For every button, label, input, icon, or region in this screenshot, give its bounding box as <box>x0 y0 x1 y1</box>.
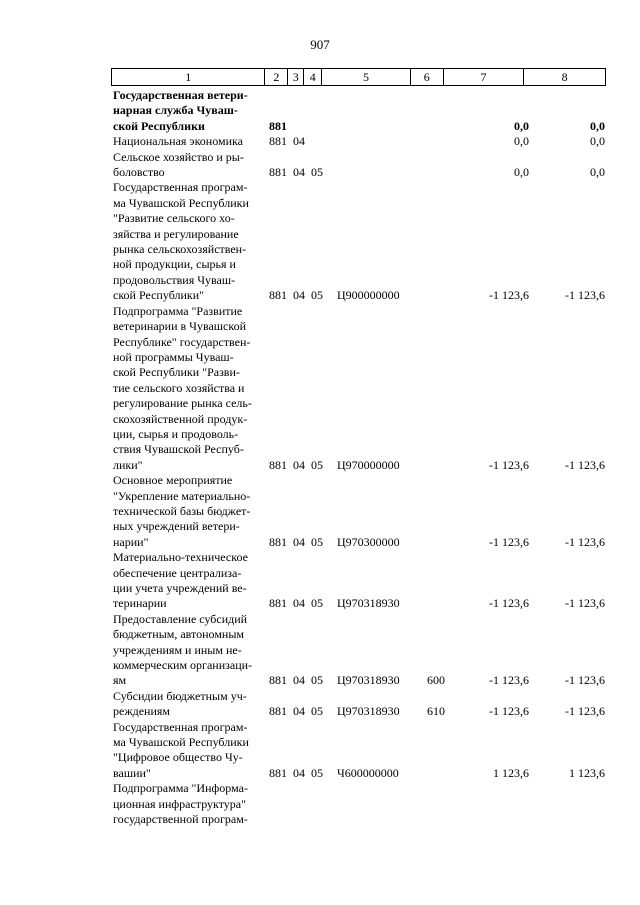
table-row <box>113 180 605 303</box>
row-name <box>113 150 263 181</box>
row-name-line: учреждениям и иным не- <box>113 642 242 657</box>
row-amount-1: 1 123,6 <box>493 765 529 780</box>
row-subsection: 05 <box>311 765 323 780</box>
row-amount-1: -1 123,6 <box>489 596 529 611</box>
row-name-line: ствия Чувашской Респуб- <box>113 442 244 457</box>
row-name-line: "Развитие сельского хо- <box>113 211 235 226</box>
row-name <box>113 550 263 612</box>
row-name-line: Подпрограмма "Информа- <box>113 781 248 796</box>
row-target-article: Ц970318930 <box>337 673 400 688</box>
row-subsection: 05 <box>311 457 323 472</box>
row-name-line: нарная служба Чуваш- <box>113 103 238 118</box>
row-name-line: ской Республики" <box>113 288 205 303</box>
row-admin-code: 881 <box>269 534 287 549</box>
row-name-line: государственной програм- <box>113 812 248 827</box>
row-name-line: регулирование рынка сель- <box>113 396 252 411</box>
row-name-line: технической базы бюджет- <box>113 503 251 518</box>
table-row <box>113 781 605 827</box>
row-section: 04 <box>293 288 305 303</box>
row-name-line: скохозяйственной продук- <box>113 411 248 426</box>
row-target-article: Ц970000000 <box>337 457 400 472</box>
page-number: 907 <box>310 37 330 52</box>
column-header-4: 4 <box>304 69 322 85</box>
row-amount-2: 0,0 <box>590 165 605 180</box>
row-expense-type: 610 <box>427 704 445 719</box>
row-amount-2: 0,0 <box>590 118 605 133</box>
row-name-line: ции учета учреждений ве- <box>113 581 247 595</box>
table-row <box>113 150 605 181</box>
row-amount-2: -1 123,6 <box>565 288 605 303</box>
row-name-line: Государственная ветери- <box>113 88 248 102</box>
row-amount-2: -1 123,6 <box>565 673 605 688</box>
row-name-line: Государственная програм- <box>113 719 248 734</box>
row-section: 04 <box>293 457 305 472</box>
row-name-line: ных учреждений ветери- <box>113 519 240 534</box>
table-row <box>113 88 605 134</box>
row-amount-2: -1 123,6 <box>565 596 605 611</box>
row-name-line: боловство <box>113 165 165 180</box>
row-admin-code: 881 <box>269 596 287 611</box>
row-name-line: продовольствия Чуваш- <box>113 272 236 287</box>
row-name-line: ской Республики "Разви- <box>113 365 240 380</box>
row-name <box>113 134 263 149</box>
row-name-line: Подпрограмма "Развитие <box>113 303 243 318</box>
table-row <box>113 689 605 720</box>
row-section: 04 <box>293 134 305 149</box>
column-header-8: 8 <box>561 70 568 84</box>
row-admin-code: 881 <box>269 118 287 133</box>
row-section: 04 <box>293 165 305 180</box>
table-row <box>113 720 605 782</box>
column-header-2: 2 <box>265 69 288 85</box>
row-name-line: вашии" <box>113 765 151 780</box>
row-amount-2: 0,0 <box>590 134 605 149</box>
row-amount-2: -1 123,6 <box>565 534 605 549</box>
row-target-article: Ц900000000 <box>337 288 400 303</box>
row-name <box>113 88 263 134</box>
row-name-line: ции, сырья и продоволь- <box>113 426 239 441</box>
row-name-line: реждениям <box>113 704 171 719</box>
row-amount-1: 0,0 <box>514 165 529 180</box>
row-name-line: ма Чувашской Республики <box>113 195 249 210</box>
row-subsection: 05 <box>311 288 323 303</box>
table-row <box>113 612 605 689</box>
row-name-line: зяйства и регулирование <box>113 226 239 241</box>
row-target-article: Ц970318930 <box>337 704 400 719</box>
row-amount-1: 0,0 <box>514 134 529 149</box>
row-admin-code: 881 <box>269 134 287 149</box>
row-name-line: Материально-техническое <box>113 550 248 565</box>
column-header-3: 3 <box>288 69 304 85</box>
row-admin-code: 881 <box>269 288 287 303</box>
row-target-article: Ц970318930 <box>337 596 400 611</box>
row-subsection: 05 <box>311 596 323 611</box>
row-amount-1: -1 123,6 <box>489 673 529 688</box>
row-amount-1: -1 123,6 <box>489 704 529 719</box>
table-row <box>113 550 605 612</box>
row-name-line: теринарии <box>113 596 167 611</box>
row-section: 04 <box>293 704 305 719</box>
row-subsection: 05 <box>311 704 323 719</box>
row-section: 04 <box>293 534 305 549</box>
table-body <box>113 88 605 828</box>
row-name-line: Основное мероприятие <box>113 473 233 488</box>
row-amount-1: -1 123,6 <box>489 457 529 472</box>
row-name-line: лики" <box>113 457 143 472</box>
row-section: 04 <box>293 596 305 611</box>
row-name-line: рынка сельскохозяйствен- <box>113 242 247 257</box>
row-name-line: нарии" <box>113 534 149 549</box>
row-name-line: "Цифровое общество Чу- <box>113 750 243 765</box>
row-name-line: коммерческим организаци- <box>113 658 253 673</box>
row-name <box>113 781 263 827</box>
row-name-line: ной программы Чуваш- <box>113 349 234 364</box>
table-row <box>113 304 605 473</box>
table-header <box>111 68 606 86</box>
row-name-line: "Укрепление материально- <box>113 488 251 503</box>
row-subsection: 05 <box>311 165 323 180</box>
row-section: 04 <box>293 765 305 780</box>
row-admin-code: 881 <box>269 457 287 472</box>
row-name-line: Субсидии бюджетным уч- <box>113 688 247 703</box>
row-name-line: обеспечение централиза- <box>113 565 242 580</box>
row-subsection: 05 <box>311 673 323 688</box>
row-name <box>113 612 263 689</box>
row-amount-2: -1 123,6 <box>565 457 605 472</box>
column-header-7: 7 <box>444 69 525 85</box>
row-subsection: 05 <box>311 534 323 549</box>
row-admin-code: 881 <box>269 673 287 688</box>
row-name-line: тие сельского хозяйства и <box>113 380 245 395</box>
row-admin-code: 881 <box>269 765 287 780</box>
row-name-line: Республике" государствен- <box>113 334 251 349</box>
row-name-line: Предоставление субсидий <box>113 611 248 626</box>
row-admin-code: 881 <box>269 704 287 719</box>
row-amount-2: -1 123,6 <box>565 704 605 719</box>
row-name-line: ционная инфраструктура" <box>113 796 247 811</box>
row-amount-1: -1 123,6 <box>489 288 529 303</box>
row-name <box>113 689 263 720</box>
row-amount-2: 1 123,6 <box>569 765 605 780</box>
row-name-line: ветеринарии в Чувашской <box>113 319 247 334</box>
row-name-line: бюджетным, автономным <box>113 627 244 642</box>
row-target-article: Ц970300000 <box>337 534 400 549</box>
row-admin-code: 881 <box>269 165 287 180</box>
row-name-line: ям <box>113 673 127 688</box>
row-name-line: ской Республики <box>113 118 205 133</box>
row-name-line: Сельское хозяйство и ры- <box>113 149 244 164</box>
row-name <box>113 473 263 550</box>
row-amount-1: -1 123,6 <box>489 534 529 549</box>
row-name <box>113 304 263 473</box>
row-name-line: ма Чувашской Республики <box>113 735 249 750</box>
row-target-article: Ч600000000 <box>337 765 399 780</box>
row-name <box>113 720 263 782</box>
row-amount-1: 0,0 <box>514 118 529 133</box>
row-section: 04 <box>293 673 305 688</box>
row-expense-type: 600 <box>427 673 445 688</box>
table-row <box>113 473 605 550</box>
table-row <box>113 134 605 149</box>
column-header-5: 5 <box>322 69 411 85</box>
column-header-1: 1 <box>112 69 265 85</box>
row-name-line: Национальная экономика <box>113 134 243 149</box>
row-name <box>113 180 263 303</box>
column-header-6: 6 <box>411 69 444 85</box>
row-name-line: ной продукции, сырья и <box>113 257 236 272</box>
row-name-line: Государственная програм- <box>113 180 248 195</box>
